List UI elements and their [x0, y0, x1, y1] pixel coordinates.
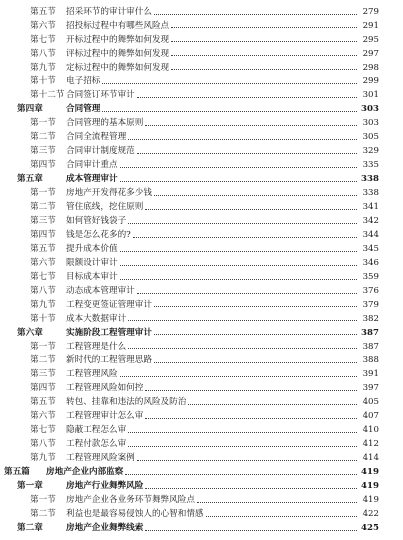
toc-entry-number: 第十二节 — [30, 90, 65, 101]
toc-entry-number: 第二章 — [17, 522, 43, 533]
toc-entry-page-number: 342 — [362, 215, 379, 226]
toc-entry-title: 房地产企业舞弊线索 — [66, 522, 144, 533]
toc-entry-page-number: 301 — [362, 90, 379, 101]
toc-entry-number: 第九节 — [30, 62, 56, 73]
toc-entry-number: 第四章 — [17, 104, 43, 115]
toc-entry-page-number: 387 — [362, 341, 379, 352]
dot-leader — [154, 362, 357, 363]
toc-entry-title: 成本管理审计 — [66, 174, 118, 185]
toc-entry-title: 评标过程中的舞弊如何发现 — [66, 48, 170, 59]
toc-entry-number: 第三节 — [30, 369, 56, 380]
toc-entry-number: 第一节 — [30, 494, 56, 505]
toc-entry-number: 第二节 — [30, 132, 56, 143]
toc-entry-number: 第五节 — [30, 397, 56, 408]
toc-entry-number: 第六章 — [17, 327, 43, 338]
dot-leader — [137, 293, 357, 294]
dot-leader — [145, 125, 357, 126]
toc-entry-title: 成本大数据审计 — [66, 313, 127, 324]
toc-entry-number: 第五节 — [30, 243, 56, 254]
toc-entry-page-number: 298 — [362, 62, 379, 73]
toc-entry-title: 工程管理风险 — [66, 369, 118, 380]
dot-leader — [145, 209, 357, 210]
toc-entry-number: 第七节 — [30, 34, 56, 45]
toc-entry-number: 第一节 — [30, 341, 56, 352]
toc-entry-page-number: 329 — [362, 146, 379, 157]
toc-entry-title: 合同审计制度规范 — [66, 146, 135, 157]
toc-entry-chapter[interactable] — [0, 520, 403, 536]
toc-entry-number: 第四节 — [30, 160, 56, 171]
dot-leader — [102, 83, 357, 84]
toc-entry-number: 第七节 — [30, 425, 56, 436]
toc-entry-number: 第五篇 — [4, 467, 30, 478]
toc-entry-page-number: 299 — [362, 76, 379, 87]
toc-entry-page-number: 407 — [362, 411, 379, 422]
toc-entry-title: 提升成本价值 — [66, 243, 118, 254]
dot-leader — [128, 432, 357, 433]
toc-entry-page-number: 346 — [362, 257, 379, 268]
dot-leader — [145, 488, 357, 489]
dot-leader — [137, 97, 357, 98]
toc-entry-page-number: 414 — [362, 453, 379, 464]
dot-leader — [171, 41, 357, 42]
toc-entry-title: 工程变更签证管理审计 — [66, 299, 152, 310]
toc-entry-title: 如何管好钱袋子 — [66, 215, 127, 226]
toc-entry-page-number: 405 — [362, 397, 379, 408]
toc-entry-title: 招采环节的审计审什么 — [66, 6, 152, 17]
dot-leader — [171, 69, 357, 70]
toc-entry-page-number: 279 — [362, 6, 379, 17]
dot-leader — [120, 279, 357, 280]
toc-entry-page-number: 291 — [362, 20, 379, 31]
dot-leader — [102, 111, 357, 112]
toc-entry-title: 限额设计审计 — [66, 257, 118, 268]
toc-entry-number: 第五节 — [30, 6, 56, 17]
dot-leader — [128, 320, 357, 321]
dot-leader — [120, 167, 357, 168]
toc-entry-page-number: 391 — [362, 369, 379, 380]
toc-entry-page-number: 425 — [361, 522, 379, 533]
dot-leader — [145, 390, 357, 391]
dot-leader — [188, 404, 357, 405]
dot-leader — [145, 418, 357, 419]
toc-entry-title: 实施阶段工程管理审计 — [66, 327, 152, 338]
toc-entry-page-number: 344 — [362, 229, 379, 240]
toc-entry-title: 利益也是最容易侵蚀人的心智和情感 — [66, 508, 204, 519]
toc-entry-title: 新时代的工程管理思路 — [66, 355, 152, 366]
toc-entry-page-number: 419 — [361, 467, 379, 478]
toc-entry-title: 工程付款怎么审 — [66, 439, 127, 450]
toc-entry-number: 第一节 — [30, 188, 56, 199]
toc-entry-page-number: 388 — [362, 355, 379, 366]
toc-entry-title: 房地产企业内部监察 — [46, 467, 124, 478]
toc-entry-title: 目标成本审计 — [66, 271, 118, 282]
toc-entry-title: 钱是怎么花多的? — [66, 229, 131, 240]
dot-leader — [154, 306, 357, 307]
toc-entry-title: 房地产企业各业务环节舞弊风险点 — [66, 494, 195, 505]
dot-leader — [171, 27, 357, 28]
toc-entry-page-number: 341 — [362, 202, 379, 212]
dot-leader — [133, 237, 357, 238]
toc-entry-page-number: 376 — [362, 285, 379, 296]
toc-entry-number: 第六节 — [30, 257, 56, 268]
toc-entry-page-number: 419 — [361, 481, 379, 491]
toc-entry-title: 开标过程中的舞弊如何发现 — [66, 34, 170, 45]
toc-entry-page-number: 338 — [361, 174, 379, 185]
toc-entry-title: 房地产行业舞弊风险 — [66, 481, 144, 491]
dot-leader — [137, 153, 357, 154]
toc-entry-number: 第三节 — [30, 215, 56, 226]
toc-entry-number: 第八节 — [30, 285, 56, 296]
toc-entry-number: 第五章 — [17, 174, 43, 185]
dot-leader — [145, 530, 357, 531]
dot-leader — [154, 334, 357, 335]
toc-entry-number: 第四节 — [30, 383, 56, 394]
toc-entry-number: 第二节 — [30, 355, 56, 366]
toc-entry-title: 工程管理审计怎么审 — [66, 411, 144, 422]
dot-leader — [125, 474, 357, 475]
toc-entry-number: 第六节 — [30, 20, 56, 31]
toc-entry-number: 第八节 — [30, 48, 56, 59]
toc-entry-number: 第二节 — [30, 508, 56, 519]
toc-entry-number: 第九节 — [30, 453, 56, 464]
dot-leader — [137, 460, 357, 461]
dot-leader — [120, 376, 357, 377]
dot-leader — [206, 516, 357, 517]
toc-entry-number: 第三节 — [30, 146, 56, 157]
toc-entry-title: 合同签订环节审计 — [66, 90, 135, 101]
toc-entry-title: 转包、挂靠和违法的风险及防治 — [66, 397, 187, 408]
dot-leader — [120, 265, 357, 266]
toc-entry-page-number: 422 — [362, 508, 379, 519]
toc-entry-page-number: 335 — [362, 160, 379, 171]
toc-entry-title: 管住底线，挖住原则 — [66, 202, 144, 212]
toc-entry-title: 定标过程中的舞弊如何发现 — [66, 62, 170, 73]
toc-entry-title: 合同管理 — [66, 104, 101, 115]
toc-entry-number: 第四节 — [30, 229, 56, 240]
toc-entry-page-number: 305 — [362, 132, 379, 143]
toc-entry-title: 合同管理的基本原则 — [66, 118, 144, 129]
toc-entry-page-number: 410 — [362, 425, 379, 436]
toc-entry-page-number: 297 — [362, 48, 379, 59]
toc-entry-number: 第六节 — [30, 411, 56, 422]
toc-entry-page-number: 295 — [362, 34, 379, 45]
toc-entry-page-number: 379 — [362, 299, 379, 310]
toc-entry-page-number: 359 — [362, 271, 379, 282]
toc-entry-title: 隐蔽工程怎么审 — [66, 425, 127, 436]
dot-leader — [128, 446, 357, 447]
dot-leader — [171, 55, 357, 56]
toc-entry-page-number: 412 — [362, 439, 379, 450]
toc-entry-number: 第十节 — [30, 76, 56, 87]
toc-entry-title: 电子招标 — [66, 76, 101, 87]
toc-entry-title: 房地产开发得花多少钱 — [66, 188, 152, 199]
dot-leader — [120, 251, 357, 252]
toc-entry-page-number: 303 — [362, 118, 379, 129]
dot-leader — [128, 348, 357, 349]
toc-entry-title: 工程管理是什么 — [66, 341, 127, 352]
dot-leader — [128, 139, 357, 140]
toc-entry-page-number: 303 — [361, 104, 379, 115]
toc-entry-number: 第一节 — [30, 118, 56, 129]
toc-entry-number: 第七节 — [30, 271, 56, 282]
toc-entry-page-number: 345 — [362, 243, 379, 254]
dot-leader — [154, 195, 357, 196]
toc-entry-page-number: 338 — [362, 188, 379, 199]
dot-leader — [154, 14, 357, 15]
toc-entry-number: 第二节 — [30, 202, 56, 212]
dot-leader — [128, 223, 357, 224]
toc-entry-title: 工程管理风险如何控 — [66, 383, 144, 394]
toc-entry-title: 工程管理风险案例 — [66, 453, 135, 464]
toc-entry-title: 招投标过程中有哪些风险点 — [66, 20, 170, 31]
toc-entry-title: 合同全流程管理 — [66, 132, 127, 143]
toc-entry-number: 第一章 — [17, 481, 43, 491]
dot-leader — [120, 181, 357, 182]
toc-entry-page-number: 382 — [362, 313, 379, 324]
toc-entry-number: 第九节 — [30, 299, 56, 310]
toc-entry-page-number: 387 — [361, 327, 379, 338]
dot-leader — [197, 502, 357, 503]
toc-entry-page-number: 419 — [362, 494, 379, 505]
toc-entry-title: 动态成本管理审计 — [66, 285, 135, 296]
toc-entry-page-number: 397 — [362, 383, 379, 394]
toc-entry-title: 合同审计重点 — [66, 160, 118, 171]
toc-entry-number: 第八节 — [30, 439, 56, 450]
toc-entry-number: 第十节 — [30, 313, 56, 324]
